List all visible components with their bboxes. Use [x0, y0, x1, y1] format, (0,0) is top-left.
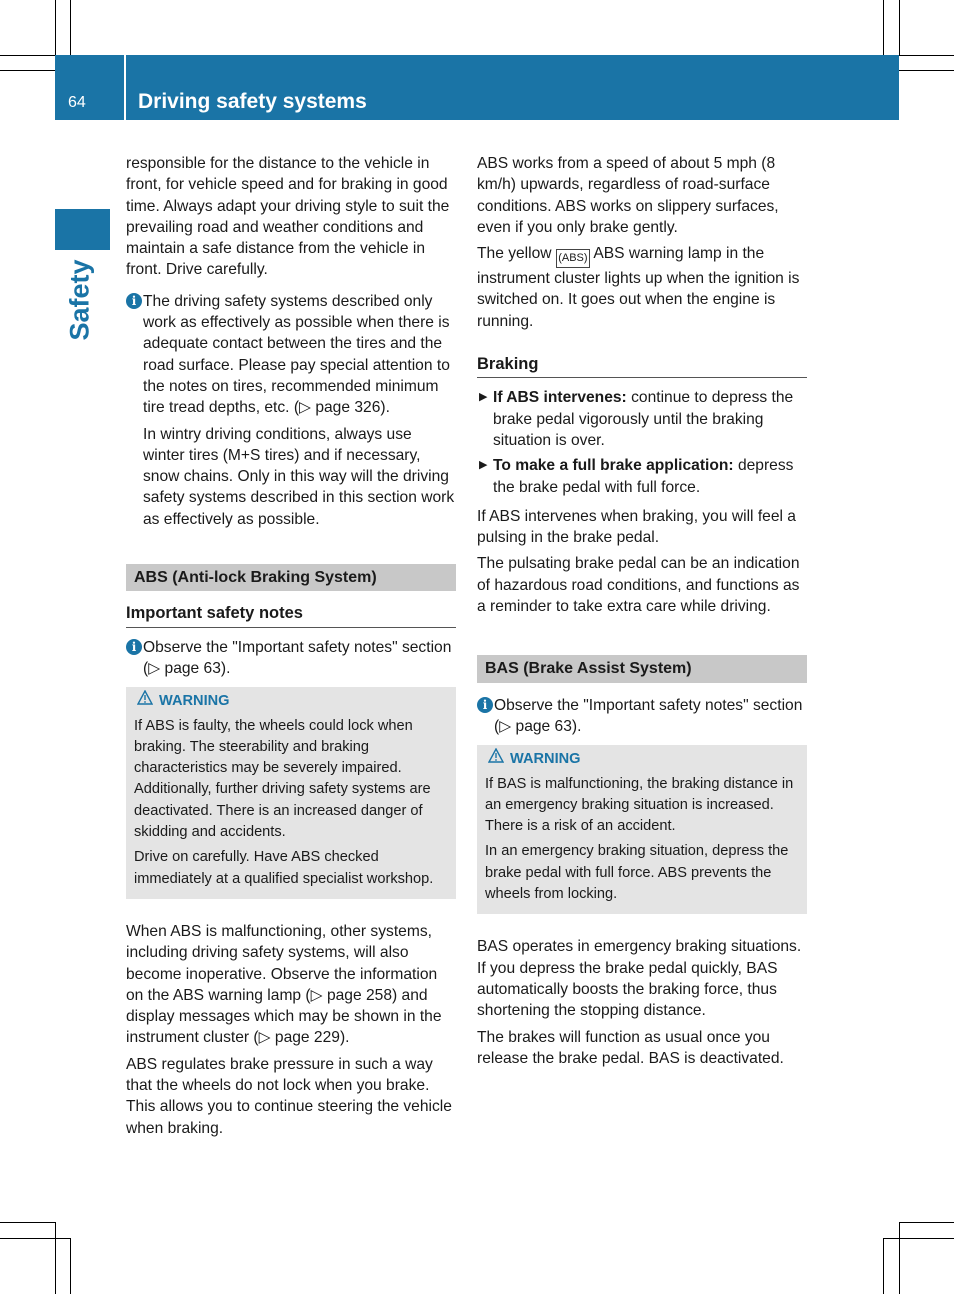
step-text: continue to depress the brake pedal vigorously until the braking situation is over.: [493, 389, 794, 449]
step-arrow-icon: ▶: [479, 459, 488, 472]
step-arrow-icon: ▶: [479, 391, 488, 404]
info-icon: i: [477, 697, 493, 713]
crop-mark: [883, 1238, 954, 1239]
body-paragraph: ABS regulates brake pressure in such a way that the wheels do not lock when you brake. This allows you to continue steering the vehicle when braking.: [126, 1055, 452, 1137]
info-note: [126, 291, 456, 530]
body-paragraph: The pulsating brake pedal can be an indication of hazardous road conditions, and functions as a reminder to take extra care while driving.: [477, 555, 800, 616]
abs-section-heading: ABS (Anti-lock Braking System): [126, 564, 456, 591]
step-label: If ABS intervenes:: [493, 389, 627, 407]
body-paragraph: ABS works from a speed of about 5 mph (8 km/h) upwards, regardless of road-surface conditions. ABS works on slippery surfaces, even if you only brake gently.: [477, 155, 779, 236]
crop-mark: [883, 1238, 884, 1294]
crop-mark: [0, 1222, 55, 1223]
info-icon: i: [126, 293, 142, 309]
warning-paragraph: If BAS is malfunctioning, the braking distance in an emergency braking situation is increased. There is a risk of an accident.: [485, 775, 794, 835]
intro-paragraph: responsible for the distance to the vehicle in front, for vehicle speed and for braking in good time. Always adapt your driving style to suit the prevailing road and weather conditions and maintain a safe distance from the vehicle in front. Drive carefully.: [126, 155, 450, 279]
lamp-text-after: ABS warning lamp in the instrument cluster lights up when the ignition is switched on. It goes out when the engine is running.: [477, 245, 800, 330]
abs-warning-lamp-icon: (ABS): [556, 249, 590, 268]
info-note: [477, 695, 807, 738]
body-paragraph: The brakes will function as usual once you release the brake pedal. BAS is deactivated.: [477, 1028, 784, 1067]
crop-mark: [899, 55, 954, 56]
important-notes-heading: Important safety notes: [126, 603, 456, 627]
crop-mark: [0, 1238, 70, 1239]
info-paragraph: Observe the "Important safety notes" section (▷ page 63).: [143, 638, 452, 677]
warning-paragraph: If ABS is faulty, the wheels could lock when braking. The steerability and braking characteristics may be severely impaired. Additionally, further driving safety systems are deactivated. There is an increased danger of skidding and accidents.: [134, 717, 431, 841]
left-column: [126, 153, 456, 1144]
info-paragraph: Observe the "Important safety notes" section (▷ page 63).: [494, 696, 803, 735]
warning-paragraph: In an emergency braking situation, depress the brake pedal with full force. ABS prevents the wheels from locking.: [485, 843, 789, 903]
lamp-paragraph: [477, 243, 807, 332]
crop-mark: [55, 1222, 56, 1294]
crop-mark: [899, 1222, 954, 1223]
header-divider: [124, 55, 126, 120]
warning-paragraph: Drive on carefully. Have ABS checked immediately at a qualified specialist workshop.: [134, 849, 434, 887]
crop-mark: [55, 0, 56, 55]
body-paragraph: If ABS intervenes when braking, you will feel a pulsing in the brake pedal.: [477, 507, 796, 547]
page-title: Driving safety systems: [138, 90, 367, 113]
warning-box: [126, 687, 456, 899]
bas-section-heading: BAS (Brake Assist System): [477, 655, 807, 682]
warning-header: [134, 690, 448, 712]
info-paragraph: The driving safety systems described only work as effectively as possible when there is adequate contact between the tires and the road surface. Please pay special attention to the notes on tires, recommended minimum tire tread depths, etc. (▷ page 326).: [143, 292, 450, 417]
warning-label: WARNING: [159, 693, 230, 710]
warning-triangle-icon: [137, 690, 153, 712]
step-text: depress the brake pedal with full force.: [493, 457, 794, 496]
page-number: 64: [68, 94, 86, 111]
body-paragraph: When ABS is malfunctioning, other systems, including driving safety systems, will also become inoperative. Observe the information on the ABS warning lamp (▷ page 258) and display messages which may be shown in the instrument cluster (▷ page 229).: [126, 922, 442, 1047]
right-column: [477, 153, 807, 1074]
crop-mark: [0, 55, 55, 56]
crop-mark: [70, 0, 71, 55]
info-paragraph: In wintry driving conditions, always use winter tires (M+S tires) and if necessary, snow chains. Only in this way will the driving safety systems described in this section work as effectively as possible.: [143, 425, 455, 528]
step-label: To make a full brake application:: [493, 457, 734, 475]
info-icon: i: [126, 639, 142, 655]
side-tab-marker: [55, 209, 110, 250]
crop-mark: [899, 1222, 900, 1294]
instruction-step: [477, 387, 807, 451]
crop-mark: [0, 70, 55, 71]
side-tab-label: Safety: [64, 259, 95, 341]
warning-triangle-icon: [488, 748, 504, 770]
body-paragraph: BAS operates in emergency braking situations. If you depress the brake pedal quickly, BAS automatically boosts the braking force, thus shortening the stopping distance.: [477, 938, 802, 1020]
braking-heading: Braking: [477, 354, 807, 378]
info-note: [126, 637, 456, 680]
crop-mark: [899, 70, 954, 71]
lamp-text-before: The yellow: [477, 245, 552, 263]
instruction-step: [477, 455, 807, 498]
warning-label: WARNING: [510, 751, 581, 768]
crop-mark: [883, 0, 884, 55]
crop-mark: [70, 1238, 71, 1294]
warning-box: [477, 745, 807, 914]
crop-mark: [899, 0, 900, 55]
warning-header: [485, 748, 799, 770]
